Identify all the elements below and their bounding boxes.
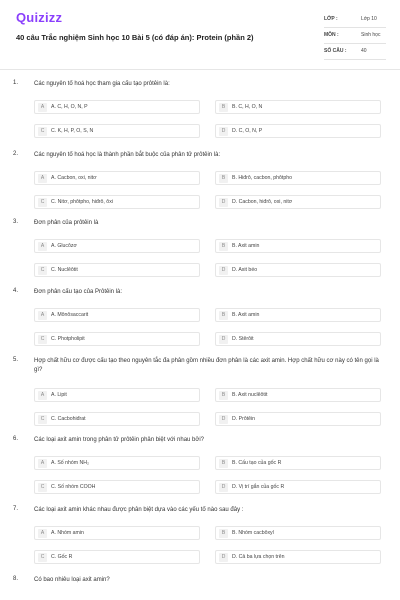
option-letter-badge: B	[219, 174, 228, 183]
info-label: LỚP :	[324, 16, 338, 22]
answer-option-b[interactable]	[215, 456, 381, 470]
info-value: 40	[361, 48, 367, 54]
option-text: B. Cấu tạo của gốc R	[232, 460, 282, 466]
answer-option-a[interactable]	[34, 239, 200, 253]
answer-option-b[interactable]	[215, 308, 381, 322]
option-text: D. Cả ba lựa chọn trên	[232, 554, 285, 560]
answer-option-d[interactable]	[215, 263, 381, 277]
question-text: Hợp chất hữu cơ được cấu tạo theo nguyên tắc đa phân gồm nhiều đơn phân là các axit amin. Hợp chất hữu cơ này có tên gọi là gì?	[34, 358, 379, 373]
info-value: Lớp 10	[361, 16, 377, 22]
question-number: 5.	[13, 357, 19, 363]
option-text: D. Vị trí gắn của gốc R	[232, 484, 285, 490]
option-letter-badge: C	[38, 335, 47, 344]
option-letter-badge: B	[219, 103, 228, 112]
option-text: C. Nitơ, phôtpho, hiđrô, ôxi	[51, 199, 113, 205]
answer-option-a[interactable]	[34, 388, 200, 402]
option-letter-badge: D	[219, 198, 228, 207]
option-letter-badge: D	[219, 335, 228, 344]
answer-option-b[interactable]	[215, 100, 381, 114]
option-text: D. Prôtêin	[232, 416, 256, 422]
option-text: B. Axit amin	[232, 243, 260, 249]
question-number: 8.	[13, 576, 19, 582]
question-number: 6.	[13, 436, 19, 442]
option-letter-badge: A	[38, 242, 47, 251]
option-letter-badge: A	[38, 174, 47, 183]
info-row-question-count	[324, 44, 386, 60]
option-letter-badge: C	[38, 266, 47, 275]
option-letter-badge: B	[219, 459, 228, 468]
answer-option-b[interactable]	[215, 239, 381, 253]
option-letter-badge: D	[219, 553, 228, 562]
option-text: C. Số nhóm COOH	[51, 484, 96, 490]
answer-option-a[interactable]	[34, 100, 200, 114]
question-text: Các loại axit amin khác nhau được phân biệt dựa vào các yếu tố nào sau đây :	[34, 507, 244, 513]
question-text: Đơn phân cấu tạo của Prôtêin là:	[34, 289, 122, 295]
option-letter-badge: B	[219, 311, 228, 320]
option-text: B. Hiđrô, cacbon, phôtpho	[232, 175, 292, 181]
question-text: Có bao nhiêu loại axit amin?	[34, 577, 110, 583]
question-text: Các nguyên tố hoá học tham gia cấu tạo prôtêin là:	[34, 81, 170, 87]
option-text: C. K, H, P, O, S, N	[51, 128, 94, 134]
option-letter-badge: C	[38, 127, 47, 136]
option-letter-badge: C	[38, 415, 47, 424]
option-letter-badge: D	[219, 127, 228, 136]
answer-option-b[interactable]	[215, 171, 381, 185]
option-letter-badge: B	[219, 529, 228, 538]
answer-option-c[interactable]	[34, 412, 200, 426]
option-text: A. Lipit	[51, 392, 67, 398]
question-number: 4.	[13, 288, 19, 294]
quiz-header	[0, 0, 400, 62]
answer-option-d[interactable]	[215, 332, 381, 346]
question-number: 7.	[13, 506, 19, 512]
answer-option-d[interactable]	[215, 195, 381, 209]
option-text: B. Nhóm cacbôxyl	[232, 530, 274, 536]
option-letter-badge: A	[38, 529, 47, 538]
option-letter-badge: B	[219, 242, 228, 251]
answer-option-a[interactable]	[34, 456, 200, 470]
answer-option-b[interactable]	[215, 388, 381, 402]
option-letter-badge: C	[38, 483, 47, 492]
option-text: B. Axit amin	[232, 312, 260, 318]
answer-option-a[interactable]	[34, 526, 200, 540]
option-text: B. C, H, O, N	[232, 104, 263, 110]
question-text: Đơn phân của prôtêin là	[34, 220, 99, 226]
option-letter-badge: D	[219, 266, 228, 275]
answer-option-c[interactable]	[34, 480, 200, 494]
question-text: Các nguyên tố hoá học là thành phần bắt buộc của phân tử prôtêin là:	[34, 152, 221, 158]
option-text: A. Số nhóm NH₂	[51, 460, 90, 466]
answer-option-d[interactable]	[215, 124, 381, 138]
option-letter-badge: D	[219, 483, 228, 492]
page-title: 40 câu Trắc nghiệm Sinh học 10 Bài 5 (có đáp án): Protein (phần 2)	[16, 33, 254, 42]
question-text: Các loại axit amin trong phân tử prôtêin phân biệt với nhau bởi?	[34, 437, 204, 443]
answer-option-d[interactable]	[215, 480, 381, 494]
option-text: A. Cacbon, oxi, nitơ	[51, 175, 97, 181]
quizizz-logo[interactable]: Quizizz	[16, 10, 63, 25]
info-label: MÔN :	[324, 32, 339, 38]
answer-option-c[interactable]	[34, 332, 200, 346]
option-text: D. Axit béo	[232, 267, 258, 273]
answer-option-a[interactable]	[34, 308, 200, 322]
info-label: SỐ CÂU :	[324, 48, 347, 54]
option-text: A. C, H, O, N, P	[51, 104, 88, 110]
info-row-class	[324, 12, 386, 28]
question-number: 2.	[13, 151, 19, 157]
option-letter-badge: A	[38, 459, 47, 468]
question-number: 1.	[13, 80, 19, 86]
option-letter-badge: C	[38, 198, 47, 207]
quiz-info-panel	[324, 12, 386, 60]
option-text: D. Cacbon, hiđrô, oxi, nitơ	[232, 199, 293, 205]
answer-option-c[interactable]	[34, 195, 200, 209]
answer-option-c[interactable]	[34, 550, 200, 564]
answer-option-d[interactable]	[215, 412, 381, 426]
option-letter-badge: A	[38, 391, 47, 400]
info-row-subject	[324, 28, 386, 44]
option-text: C. Photpholipit	[51, 336, 85, 342]
option-letter-badge: C	[38, 553, 47, 562]
option-text: A. Glucôzơ	[51, 243, 77, 249]
option-text: B. Axit nuclêôtit	[232, 392, 268, 398]
option-text: D. Stêrôit	[232, 336, 254, 342]
option-text: A. Mônôsaccarit	[51, 312, 89, 318]
header-divider	[0, 69, 400, 70]
option-letter-badge: D	[219, 415, 228, 424]
answer-option-a[interactable]	[34, 171, 200, 185]
question-number: 3.	[13, 219, 19, 225]
option-text: C. Cacbohiđrat	[51, 416, 86, 422]
option-text: C. Nuclêôtit	[51, 267, 78, 273]
option-letter-badge: B	[219, 391, 228, 400]
answer-option-c[interactable]	[34, 263, 200, 277]
option-letter-badge: A	[38, 103, 47, 112]
answer-option-d[interactable]	[215, 550, 381, 564]
option-text: A. Nhóm amin	[51, 530, 84, 536]
info-value: Sinh học	[361, 32, 381, 38]
answer-option-c[interactable]	[34, 124, 200, 138]
option-text: D. C, O, N, P	[232, 128, 263, 134]
answer-option-b[interactable]	[215, 526, 381, 540]
option-letter-badge: A	[38, 311, 47, 320]
option-text: C. Gốc R	[51, 554, 73, 560]
